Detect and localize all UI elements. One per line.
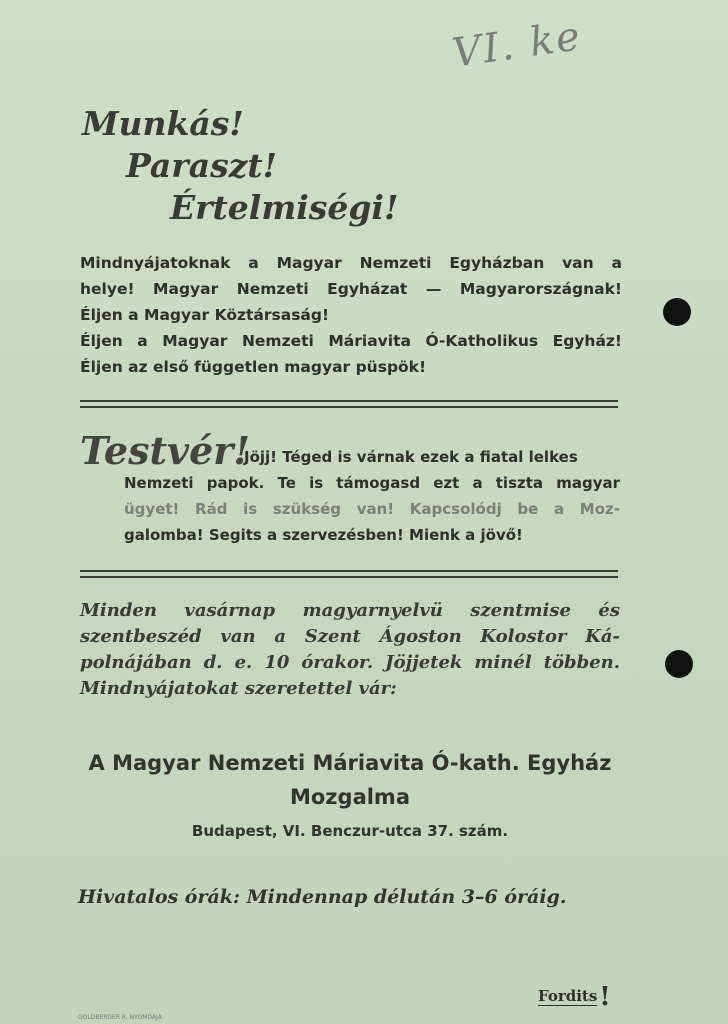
mass-line: polnájában d. e. 10 órakor. Jöjjetek minél többen.: [80, 652, 620, 673]
testver-heading: Testvér!: [80, 428, 250, 473]
handwritten-note: VI. ke: [449, 13, 585, 77]
testver-line: Jöjj! Téged is várnak ezek a fiatal lelkes: [244, 448, 578, 466]
printer-imprint: GOLDBERGER R. NYOMDÁJA: [78, 1014, 162, 1021]
mass-line: szentbeszéd van a Szent Ágoston Kolostor Ká-: [80, 626, 620, 647]
double-rule-divider: [80, 400, 618, 408]
punch-hole: [663, 298, 691, 326]
organization-line: A Magyar Nemzeti Máriavita Ó-kath. Egyház: [88, 751, 612, 775]
turn-over-note: [538, 978, 611, 1012]
slogan-worker: Munkás!: [82, 104, 244, 143]
intro-line: helye! Magyar Nemzeti Egyházat — Magyarországnak!: [80, 280, 622, 298]
testver-paragraph: [124, 444, 620, 548]
intro-line: Mindnyájatoknak a Magyar Nemzeti Egyházban van a: [80, 254, 622, 272]
mass-line: Minden vasárnap magyarnyelvü szentmise és: [80, 600, 620, 621]
punch-hole: [665, 650, 693, 678]
exclamation-mark: !: [599, 982, 611, 1012]
slogan-peasant: Paraszt!: [126, 146, 278, 185]
organization-line: Mozgalma: [289, 785, 410, 809]
testver-line: Nemzeti papok. Te is támogasd ezt a tiszta magyar: [124, 474, 620, 492]
organization-name: [60, 746, 640, 814]
intro-paragraph: [80, 250, 622, 380]
double-rule-divider: [80, 570, 618, 578]
intro-line: Éljen a Magyar Nemzeti Máriavita Ó-Katholikus Egyház!: [80, 332, 622, 350]
office-hours: Hivatalos órák: Mindennap délután 3–6 óráig.: [78, 886, 567, 908]
testver-line: galomba! Segits a szervezésben! Mienk a jövő!: [124, 526, 523, 544]
testver-line: ügyet! Rád is szükség van! Kapcsolódj be a Moz-: [124, 500, 620, 518]
address: Budapest, VI. Benczur-utca 37. szám.: [191, 822, 509, 840]
mass-line: Mindnyájatokat szeretettel vár:: [80, 678, 397, 699]
slogan-intellectual: Értelmiségi!: [170, 188, 399, 227]
mass-announcement: [80, 598, 620, 702]
intro-line: Éljen a Magyar Köztársaság!: [80, 306, 330, 324]
intro-line: Éljen az első független magyar püspök!: [80, 358, 427, 376]
turn-over-label: Fordits: [538, 987, 598, 1005]
